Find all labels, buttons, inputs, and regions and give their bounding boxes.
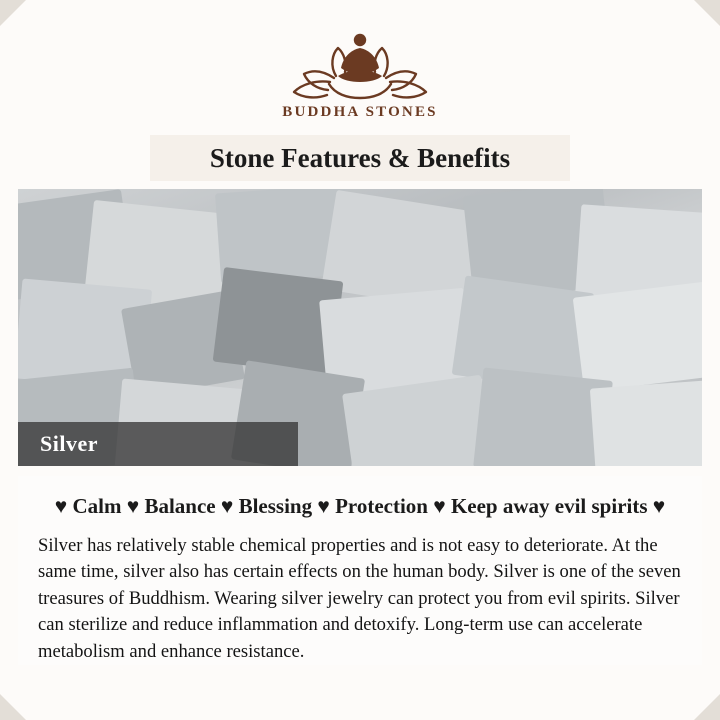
benefits-line: ♥ Calm ♥ Balance ♥ Blessing ♥ Protection ♥ Keep away evil spirits ♥ [54,494,666,518]
photo-caption-silver: Silver [18,422,298,466]
stone-description: Silver has relatively stable chemical properties and is not easy to deteriorate. At the same time, silver also has certain effects on the human body. Silver is one of the seven treasures of Buddhism. Wearing silver jewelry can protect you from evil spirits. Silver can sterilize and reduce inflammation and detoxify. Long-term use can accelerate metabolism and enhance resistance. [38,535,681,662]
corner-accent-bottom-right [694,694,720,720]
page-title: Stone Features & Benefits [209,143,511,173]
brand-name: BUDDHA STONES [282,104,438,120]
silver-ore-rocks-photo [18,189,702,466]
corner-accent-top-right [694,0,720,26]
stone-info-panel [18,476,702,665]
brand-block [0,0,720,121]
corner-accent-bottom-left [0,694,26,720]
section-title-bar [0,135,720,181]
corner-accent-top-left [0,0,26,26]
lotus-meditation-icon [285,26,435,100]
